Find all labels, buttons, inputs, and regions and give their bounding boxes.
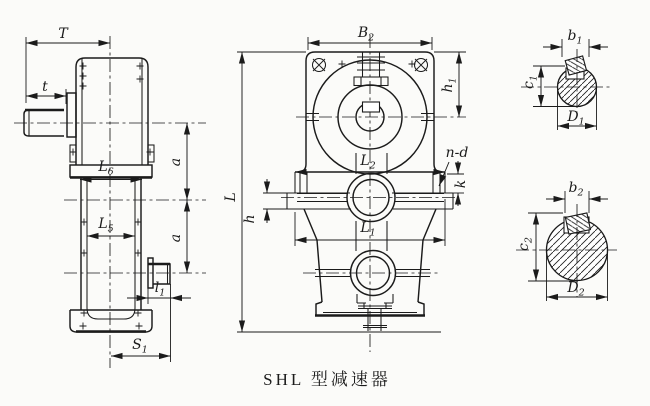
dim-label-t: t (42, 79, 48, 95)
dim-label-L1: $L_1$ (360, 220, 376, 239)
top-oil-plug (354, 52, 388, 86)
dim-label-L6: $L_6$ (98, 159, 114, 178)
dim-label-l1: $l_1$ (154, 280, 166, 299)
dim-label-n-d: n-d (445, 145, 469, 161)
dim-label-L2: $L_2$ (360, 153, 376, 172)
dim-label-L: L (223, 192, 239, 202)
dim-label-a-upper: a (168, 157, 184, 167)
dim-label-b2: $b_2$ (568, 180, 584, 199)
dim-label-D2: $D_2$ (567, 280, 585, 299)
side-view (14, 26, 206, 368)
front-view (223, 25, 469, 352)
dim-label-b1: $b_1$ (567, 28, 583, 47)
drawing-caption: SHL 型减速器 (263, 370, 391, 389)
dim-label-h: h (242, 214, 258, 224)
dim-label-T: T (58, 26, 68, 42)
dim-label-D1: $D_1$ (567, 109, 585, 128)
input-shaft-keyway (363, 102, 380, 112)
dim-label-L5: $L_5$ (98, 216, 114, 235)
shaft-section-output (516, 180, 617, 301)
dim-label-S1: $S_1$ (132, 337, 148, 356)
dim-label-B2: $B_2$ (357, 25, 375, 44)
dim-label-c2: $c_2$ (516, 237, 535, 251)
shaft-section-input (521, 28, 611, 130)
dim-label-h1: $h_1$ (440, 77, 459, 93)
dim-label-c1: $c_1$ (521, 75, 540, 89)
dim-label-a-lower: a (168, 233, 184, 243)
dim-label-k: k (453, 179, 469, 189)
